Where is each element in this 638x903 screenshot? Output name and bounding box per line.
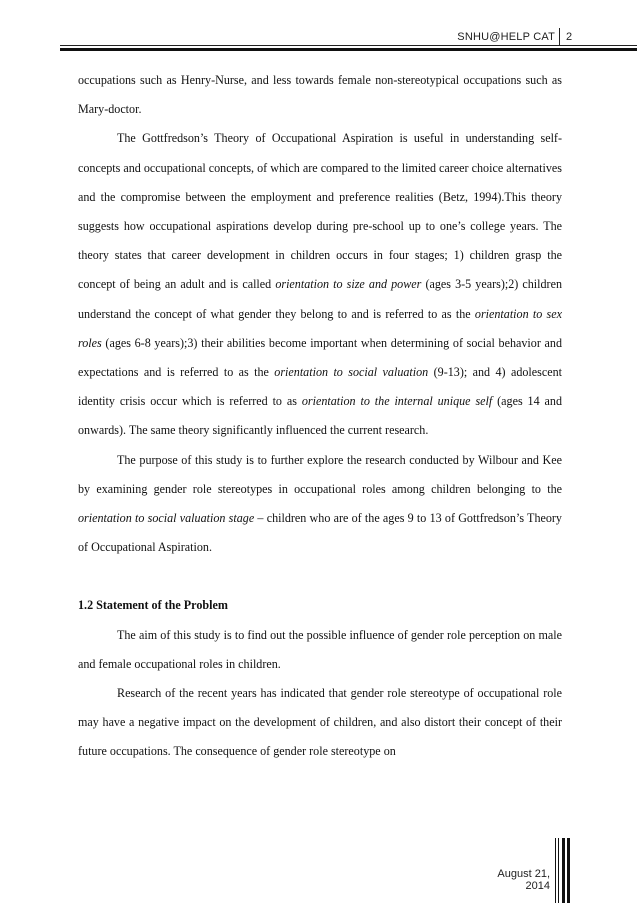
paragraph-2-text-d: (9-13); and 4) adolescent identity crisis occur which is referred to as (78, 365, 562, 409)
italic-term-social-valuation: orientation to social valuation (274, 365, 429, 380)
section-heading: 1.2 Statement of the Problem (78, 598, 228, 613)
paragraph-2-text-c: (ages 6-8 years);3) their abilities become important when determining of social behavior and expectations and is referred to as the (78, 335, 562, 380)
paragraph-3-text-b: – children who are of the ages 9 to 13 of Gottfredson’s Theory of Occupational Aspiration. (78, 511, 562, 555)
header-separator (559, 28, 560, 46)
paragraph-4-text: The aim of this study is to find out the possible influence of gender role perception on male and female occupational roles in children. (78, 627, 562, 671)
italic-term-sex-roles: orientation to sex roles (78, 306, 562, 350)
italic-term-size-power: orientation to size and power (275, 277, 422, 292)
italic-term-valuation-stage: orientation to social valuation stage (78, 511, 255, 526)
page-body (78, 66, 562, 767)
paragraph-3 (78, 446, 562, 563)
footer-bars-decoration (555, 838, 571, 903)
paragraph-2-text-e: (ages 14 and onwards). The same theory significantly influenced the current research. (78, 394, 562, 438)
header-rule-thick (60, 48, 637, 51)
paragraph-3-text-a: The purpose of this study is to further explore the research conducted by Wilbour and Kee by examining gender role stereotypes in occupational roles among children belonging to the (78, 452, 562, 496)
paragraph-2-text-a: The Gottfredson’s Theory of Occupational Aspiration is useful in understanding self-concepts and occupational concepts, of which are compared to the limited career choice alternatives and the compromise between the employment and preference realities (Betz, 1994).This theory suggests how occupational aspirations develop during pre-school up to one’s college years. The theory states that career development in children occurs in four stages; 1) children grasp the concept of being an adult and is called (78, 131, 562, 292)
header-rule-thin (60, 45, 637, 46)
paragraph-2-text-b: (ages 3-5 years);2) children understand the concept of what gender they belong to and is referred to as the (78, 277, 562, 321)
footer-date: August 21, 2014 (497, 868, 550, 892)
page-number: 2 (566, 31, 573, 43)
header-title: SNHU@HELP CAT (457, 31, 555, 43)
paragraph-5 (78, 679, 562, 767)
paragraph-1 (78, 66, 562, 124)
italic-term-internal-self: orientation to the internal unique self (301, 394, 493, 409)
paragraph-4 (78, 621, 562, 679)
paragraph-2 (78, 124, 562, 445)
paragraph-1-text: occupations such as Henry-Nurse, and less towards female non-stereotypical occupations such as Mary-doctor. (78, 73, 562, 117)
paragraph-5-text: Research of the recent years has indicated that gender role stereotype of occupational role may have a negative impact on the development of children, and also distort their concept of their future occupations. The consequence of gender role stereotype on (78, 686, 562, 759)
